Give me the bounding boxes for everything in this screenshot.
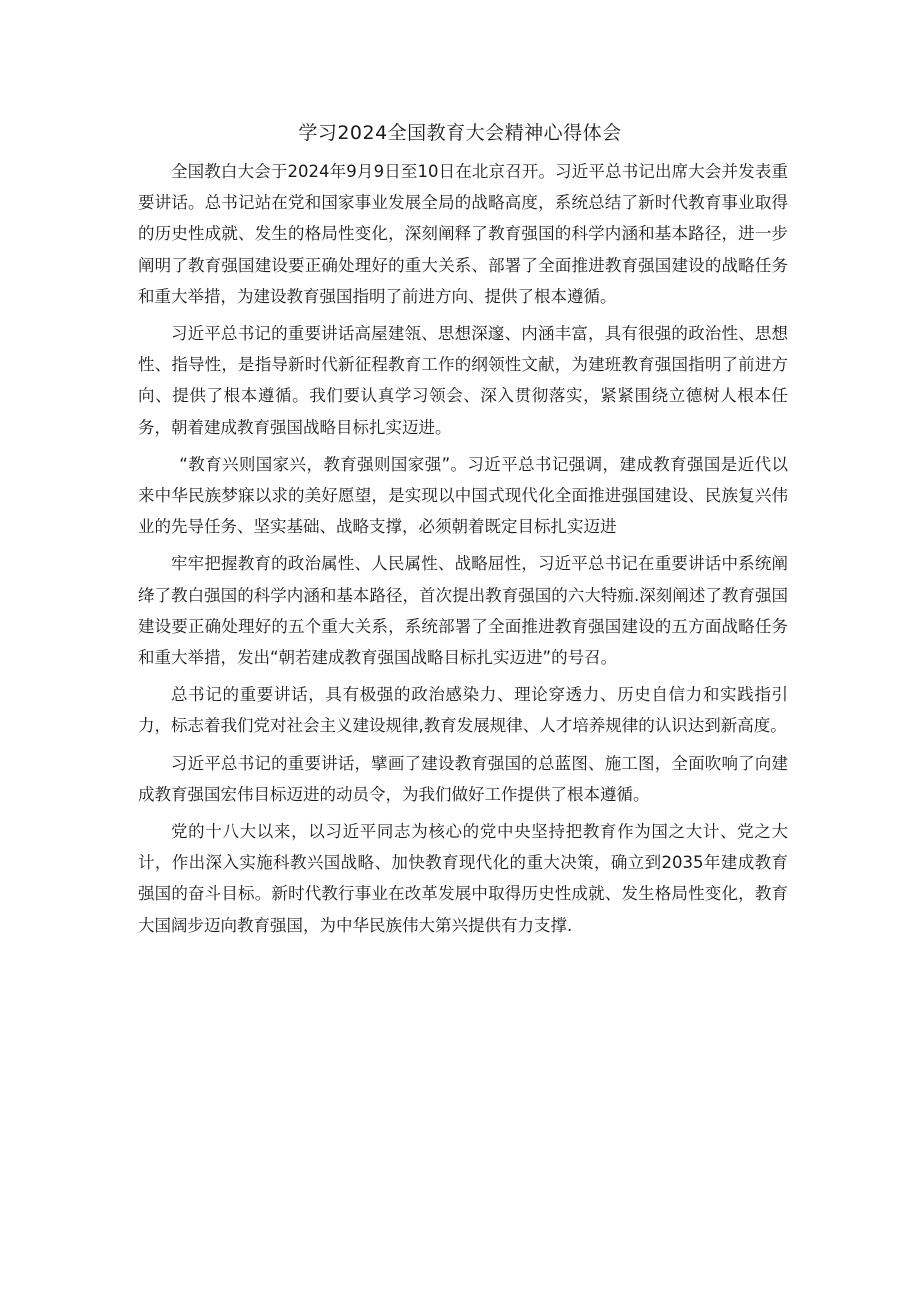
paragraph-4: 牢牢把握教育的政治属性、人民属性、战略屈性，习近平总书记在重要讲话中系统阐绛了教白强国的科学内涵和基本路径，首次提出教育强国的六大特痂.深刻阐述了教育强国建设要正确处理好的五个重大关系，系统部署了全面推进教育强国建设的五方面战略任务和重大举措，发出“朝若建成教育强国战略目标扎实迈进”的号召。: [138, 554, 788, 668]
paragraph-7: 党的十八大以来，以习近平同志为核心的党中央坚持把教育作为国之大计、党之大计，作出深入实施科教兴国战略、加快教育现代化的重大决策，确立到2035年建成教育强国的奋斗目标。新时代教行事业在改革发展中取得历史性成就、发生格局性变化，教育大国阔步迈向教育强国，为中华民族伟大第兴提供有力支撑.: [138, 822, 788, 935]
document-body: [138, 156, 788, 947]
document-title: 学习2024全国教育大会精神心得体会: [298, 122, 622, 144]
paragraph-6: 习近平总书记的重要讲话，擘画了建设教育强国的总蓝图、施工图，全面吹响了向建成教育强国宏伟目标迈进的动员令，为我们做好工作提供了根本遵循。: [138, 753, 788, 804]
paragraph-1: 全国教白大会于2024年9月9日至10日在北京召开。习近平总书记出席大会并发表重要讲话。总书记站在党和国家事业发展全局的战略高度，系统总结了新时代教育事业取得的历史性成就、发生的格局性变化，深刻阐释了教育强国的科学内涵和基本路径，进一步阐明了教育强国建设要正确处理好的重大关系、部署了全面推进教育强国建设的战略任务和重大举措，为建设教育强国指明了前进方向、提供了根本遵循。: [138, 162, 788, 306]
paragraph-5: 总书记的重要讲话，具有极强的政治感染力、理论穿透力、历史自信力和实践指引力，标志着我们党对社会主义建设规律,教育发展规律、人才培养规律的认识达到新高度。: [138, 685, 788, 736]
paragraph-2: 习近平总书记的重要讲话高屋建瓴、思想深邃、内涵丰富，具有很强的政治性、思想性、指导性，是指导新时代新征程教育工作的纲领性文献，为建班教育强国指明了前进方向、提供了根本遵循。我们要认真学习领会、深入贯彻落实，紧紧围绕立德树人根本任务，朝着建成教育强国战略目标扎实迈进。: [138, 324, 788, 437]
paragraph-3: “教育兴则国家兴，教育强则国家强”。习近平总书记强调，建成教育强国是近代以来中华民族梦寐以求的美好愿望，是实现以中国式现代化全面推进强国建设、民族复兴伟业的先导任务、坚实基础、战略支撑，必须朝着既定目标扎实迈进: [138, 454, 788, 537]
